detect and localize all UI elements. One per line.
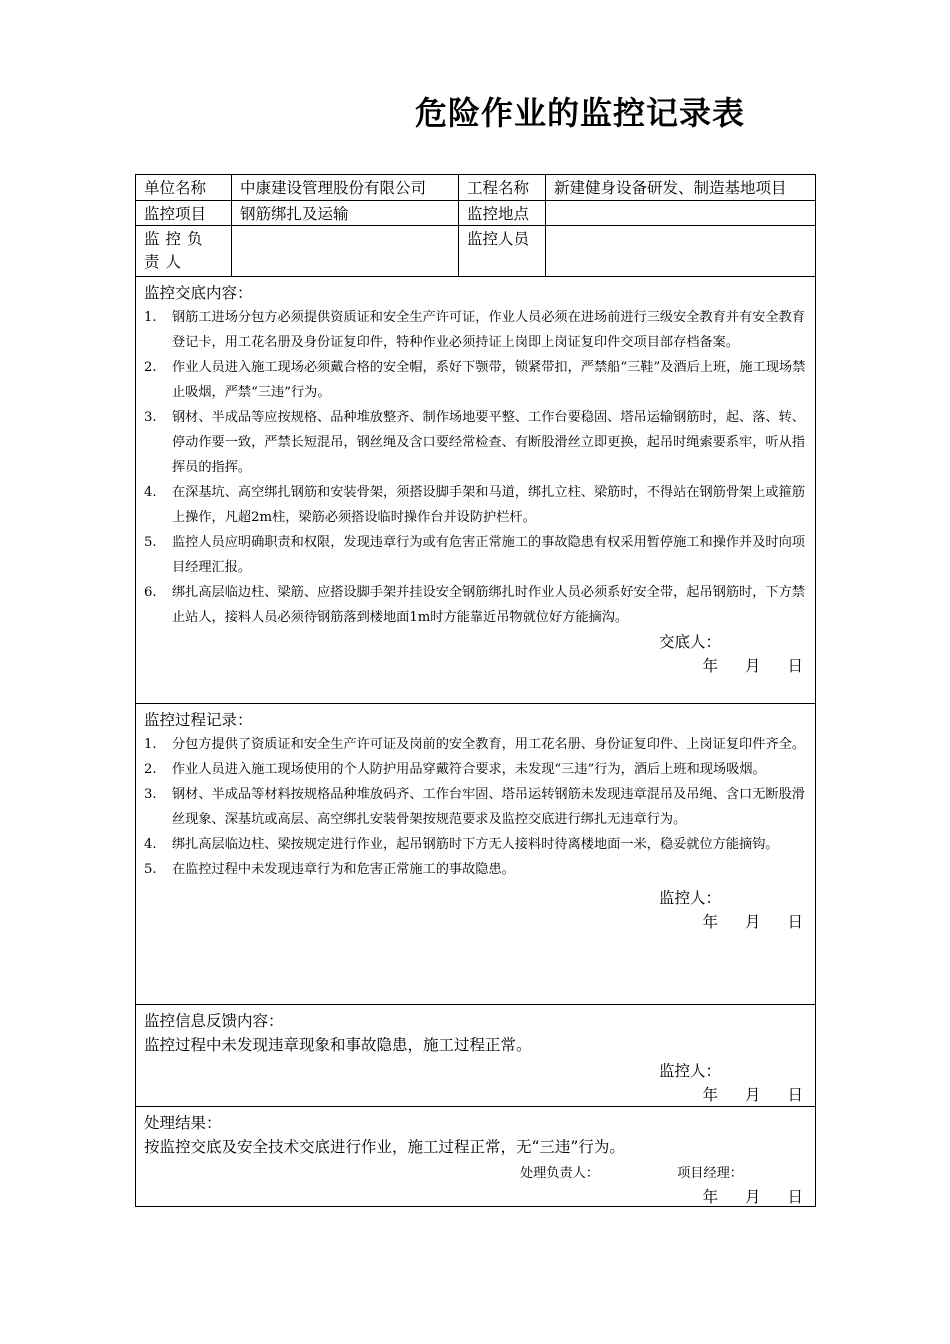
month-label: 月 bbox=[745, 1188, 761, 1206]
unit-value: 中康建设管理股份有限公司 bbox=[232, 175, 459, 200]
list-item bbox=[144, 782, 807, 832]
item-number: 1. bbox=[144, 737, 157, 752]
list-item bbox=[144, 732, 807, 757]
list-item bbox=[144, 530, 807, 580]
leader-label: 监控负责人 bbox=[136, 226, 232, 276]
page-title: 危险作业的监控记录表 bbox=[414, 94, 745, 132]
month-label: 月 bbox=[745, 1086, 761, 1104]
disclosure-row bbox=[136, 277, 815, 704]
feedback-date bbox=[144, 1083, 807, 1107]
item-number: 6. bbox=[144, 585, 157, 600]
result-content: 按监控交底及安全技术交底进行作业，施工过程正常，无“三违”行为。 bbox=[144, 1138, 625, 1156]
project-value: 新建健身设备研发、制造基地项目 bbox=[554, 179, 787, 197]
day-label: 日 bbox=[787, 657, 803, 675]
process-section bbox=[136, 704, 815, 1004]
list-item bbox=[144, 580, 807, 630]
result-row bbox=[136, 1107, 815, 1206]
feedback-signer: 监控人： bbox=[658, 1062, 721, 1080]
item-number: 2. bbox=[144, 360, 157, 375]
result-section bbox=[136, 1107, 815, 1206]
item-text: 钢筋工进场分包方必须提供资质证和安全生产许可证，作业人员必须在进场前进行三级安全教育并有安全教育登记卡，用工花名册及身份证复印件，特种作业必须持证上岗即上岗证复印件交项目部存档备案。 bbox=[172, 310, 805, 350]
staff-label: 监控人员 bbox=[459, 226, 546, 276]
process-row bbox=[136, 704, 815, 1005]
item-value: 钢筋绑扎及运输 bbox=[232, 201, 459, 225]
feedback-title: 监控信息反馈内容： bbox=[144, 1012, 284, 1030]
item-number: 4. bbox=[144, 837, 157, 852]
year-label: 年 bbox=[702, 1188, 719, 1206]
disclosure-section bbox=[136, 277, 815, 703]
location-label: 监控地点 bbox=[459, 201, 546, 225]
manager-label: 项目经理： bbox=[677, 1166, 743, 1181]
item-text: 在监控过程中未发现违章行为和危害正常施工的事故隐患。 bbox=[172, 862, 515, 877]
item-text: 绑扎高层临边柱、梁按规定进行作业，起吊钢筋时下方无人接料时待离楼地面一米，稳妥就位方能摘钩。 bbox=[172, 837, 779, 852]
header-row-3 bbox=[136, 226, 815, 277]
month-label: 月 bbox=[745, 657, 761, 675]
item-text: 钢材、半成品等材料按规格品种堆放码齐、工作台牢固、塔吊运转钢筋未发现违章混吊及吊绳、含口无断股滑丝现象、深基坑或高层、高空绑扎安装骨架按规范要求及监控交底进行绑扎无违章行为。 bbox=[172, 787, 805, 827]
process-list bbox=[144, 732, 807, 882]
year-label: 年 bbox=[702, 657, 719, 675]
location-value bbox=[546, 201, 815, 225]
result-title: 处理结果： bbox=[144, 1114, 222, 1132]
list-item bbox=[144, 857, 807, 882]
item-text: 监控人员应明确职责和权限，发现违章行为或有危害正常施工的事故隐患有权采用暂停施工和操作并及时向项目经理汇报。 bbox=[172, 535, 805, 575]
feedback-content: 监控过程中未发现违章现象和事故隐患，施工过程正常。 bbox=[144, 1036, 532, 1054]
monitoring-form bbox=[135, 174, 816, 1207]
result-date bbox=[144, 1185, 807, 1209]
month-label: 月 bbox=[745, 913, 761, 931]
list-item bbox=[144, 480, 807, 530]
day-label: 日 bbox=[787, 913, 803, 931]
item-number: 5. bbox=[144, 535, 157, 550]
day-label: 日 bbox=[787, 1188, 803, 1206]
project-label: 工程名称 bbox=[459, 175, 546, 200]
list-item bbox=[144, 305, 807, 355]
process-signer: 监控人： bbox=[658, 889, 721, 907]
item-text: 绑扎高层临边柱、梁筋、应搭设脚手架并挂设安全钢筋绑扎时作业人员必须系好安全带，起吊钢筋时，下方禁止站人，接料人员必须待钢筋落到楼地面1m时方能靠近吊物就位好方能摘沟。 bbox=[172, 585, 805, 625]
year-label: 年 bbox=[702, 913, 719, 931]
list-item bbox=[144, 405, 807, 480]
item-text: 作业人员进入施工现场必须戴合格的安全帽，系好下颚带，锁紧带扣，严禁船“三鞋”及酒后上班，施工现场禁止吸烟，严禁“三违”行为。 bbox=[172, 360, 806, 400]
header-row-2 bbox=[136, 201, 815, 226]
unit-label: 单位名称 bbox=[136, 175, 232, 200]
leader-value bbox=[232, 226, 459, 276]
item-text: 钢材、半成品等应按规格、品种堆放整齐、制作场地要平整、工作台要稳固、塔吊运输钢筋时，起、落、转、停动作要一致，严禁长短混吊，钢丝绳及含口要经常检查、有断股滑丝立即更换，起吊时绳索要系牢，听从指挥员的指挥。 bbox=[172, 410, 805, 475]
item-text: 在深基坑、高空绑扎钢筋和安装骨架，须搭设脚手架和马道，绑扎立柱、梁筋时，不得站在钢筋骨架上或箍筋上操作，凡超2m柱，梁筋必须搭设临时操作台并设防护栏杆。 bbox=[172, 485, 805, 525]
item-number: 3. bbox=[144, 410, 157, 425]
list-item bbox=[144, 355, 807, 405]
year-label: 年 bbox=[702, 1086, 719, 1104]
result-signers bbox=[144, 1163, 807, 1185]
handler-label: 处理负责人： bbox=[519, 1166, 600, 1181]
item-text: 作业人员进入施工现场使用的个人防护用品穿戴符合要求，未发现“三违”行为，酒后上班和现场吸烟。 bbox=[172, 762, 766, 777]
feedback-row bbox=[136, 1005, 815, 1107]
item-text: 分包方提供了资质证和安全生产许可证及岗前的安全教育，用工花名册、身份证复印件、上岗证复印件齐全。 bbox=[172, 737, 805, 752]
list-item bbox=[144, 832, 807, 857]
day-label: 日 bbox=[787, 1086, 803, 1104]
disclosure-title: 监控交底内容： bbox=[144, 284, 253, 302]
item-number: 2. bbox=[144, 762, 157, 777]
item-number: 1. bbox=[144, 310, 157, 325]
list-item bbox=[144, 757, 807, 782]
item-label: 监控项目 bbox=[136, 201, 232, 225]
disclosure-date bbox=[144, 654, 807, 678]
item-number: 5. bbox=[144, 862, 157, 877]
feedback-section bbox=[136, 1005, 815, 1106]
disclosure-signer: 交底人： bbox=[658, 633, 721, 651]
process-date bbox=[144, 910, 807, 934]
item-number: 4. bbox=[144, 485, 157, 500]
staff-value bbox=[546, 226, 815, 276]
process-title: 监控过程记录： bbox=[144, 711, 253, 729]
disclosure-list bbox=[144, 305, 807, 630]
item-number: 3. bbox=[144, 787, 157, 802]
header-row-1 bbox=[136, 175, 815, 201]
